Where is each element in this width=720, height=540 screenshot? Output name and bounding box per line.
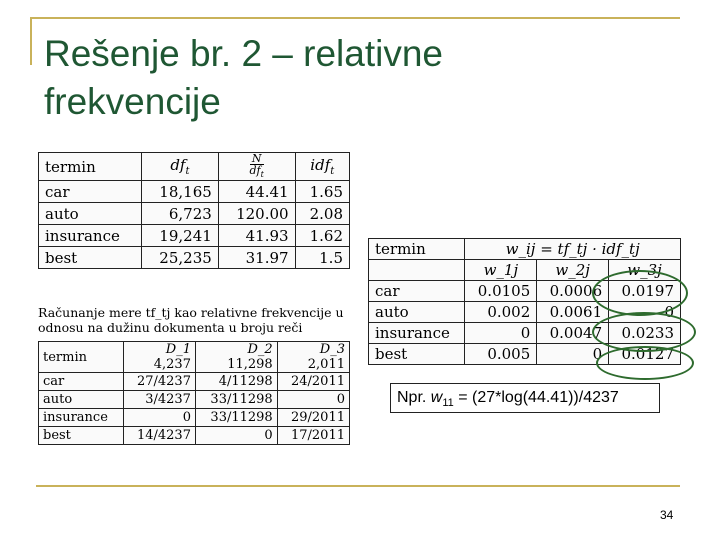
cell-termin: auto [39,391,124,409]
highlight-ellipse-best [596,346,694,380]
length-d1: 4,237 [153,357,191,372]
cell-df: 25,235 [142,247,219,269]
slide-title [44,30,443,126]
example-prefix: Npr. [397,389,431,406]
example-formula: = (27*log(44.41))/4237 [453,389,619,406]
idf-table [38,152,350,269]
cell-d1: 27/4237 [123,373,195,391]
cell-w1: 0.005 [465,344,537,365]
table-row [39,203,350,225]
cell-idf: 2.08 [295,203,349,225]
title-line-2: frekvencije [44,81,221,122]
length-d3: 2,011 [307,357,345,372]
cell-w1: 0.0105 [465,281,537,302]
table-row [39,225,350,247]
tf-table [38,341,350,445]
table-header-row [39,153,350,181]
example-var: w [430,389,443,406]
cell-w3: 0.0233 [609,323,681,344]
table-header-row [369,239,681,260]
cell-d1: 0 [123,409,195,427]
cell-d2: 33/11298 [195,409,277,427]
cell-df: 6,723 [142,203,219,225]
tf-caption: Računanje mere tf_tj kao relativne frekvencije u odnosu na dužinu dokumenta u broju reči [38,305,344,335]
header-d3-label: D_3 [319,342,345,357]
header-idf: idf$_t$ [295,153,349,181]
cell-w2: 0.0061 [537,302,609,323]
header-w3: w_3j [609,260,681,281]
cell-d3: 17/2011 [277,427,349,445]
cell-d3: 29/2011 [277,409,349,427]
example-sub: 11 [442,397,454,410]
bottom-rule [36,485,680,487]
header-w2: w_2j [537,260,609,281]
cell-n-over-df: 31.97 [218,247,295,269]
header-formula: w_ij = tf_tj · idf_tj [465,239,681,260]
cell-termin: car [369,281,465,302]
highlight-ellipse-car [592,270,688,316]
cell-termin: auto [39,203,142,225]
length-d2: 11,298 [227,357,273,372]
cell-d2: 33/11298 [195,391,277,409]
cell-d1: 3/4237 [123,391,195,409]
cell-w3: 0 [609,302,681,323]
cell-termin: car [39,373,124,391]
table-row [39,181,350,203]
table-row [39,427,350,445]
cell-w2: 0 [537,344,609,365]
header-d2 [195,342,277,373]
cell-termin: best [39,247,142,269]
table-header-row [39,342,350,373]
cell-w3: 0.0197 [609,281,681,302]
cell-idf: 1.62 [295,225,349,247]
cell-termin: insurance [369,323,465,344]
cell-w2: 0.0006 [537,281,609,302]
cell-n-over-df: 44.41 [218,181,295,203]
table-row [39,247,350,269]
cell-d3: 0 [277,391,349,409]
header-termin-label: termin [45,157,96,176]
cell-n-over-df: 120.00 [218,203,295,225]
cell-df: 18,165 [142,181,219,203]
cell-termin: best [369,344,465,365]
cell-termin: insurance [39,409,124,427]
empty-cell [369,260,465,281]
cell-d2: 4/11298 [195,373,277,391]
cell-w2: 0.0047 [537,323,609,344]
table-row [39,373,350,391]
cell-d3: 24/2011 [277,373,349,391]
title-line-1: Rešenje br. 2 – relativne [44,33,444,74]
header-termin: termin [369,239,465,260]
header-d2-label: D_2 [247,342,273,357]
header-w1: w_1j [465,260,537,281]
header-d1-label: D_1 [165,342,191,357]
cell-termin: car [39,181,142,203]
table-row [39,391,350,409]
cell-termin: best [39,427,124,445]
header-n-over-df: N $df_t$ [218,153,295,181]
cell-n-over-df: 41.93 [218,225,295,247]
cell-w1: 0 [465,323,537,344]
cell-idf: 1.5 [295,247,349,269]
header-df: $df_t$ [142,153,219,181]
example-note [390,383,660,413]
cell-idf: 1.65 [295,181,349,203]
cell-df: 19,241 [142,225,219,247]
header-termin [39,153,142,181]
top-rule [30,17,680,19]
cell-termin: auto [369,302,465,323]
cell-termin: insurance [39,225,142,247]
header-d1 [123,342,195,373]
cell-d2: 0 [195,427,277,445]
cell-w1: 0.002 [465,302,537,323]
header-termin: termin [39,342,124,373]
header-d3 [277,342,349,373]
cell-w3: 0.0127 [609,344,681,365]
table-row [39,409,350,427]
top-rule-vertical [30,17,32,65]
page-number: 34 [660,508,674,522]
cell-d1: 14/4237 [123,427,195,445]
